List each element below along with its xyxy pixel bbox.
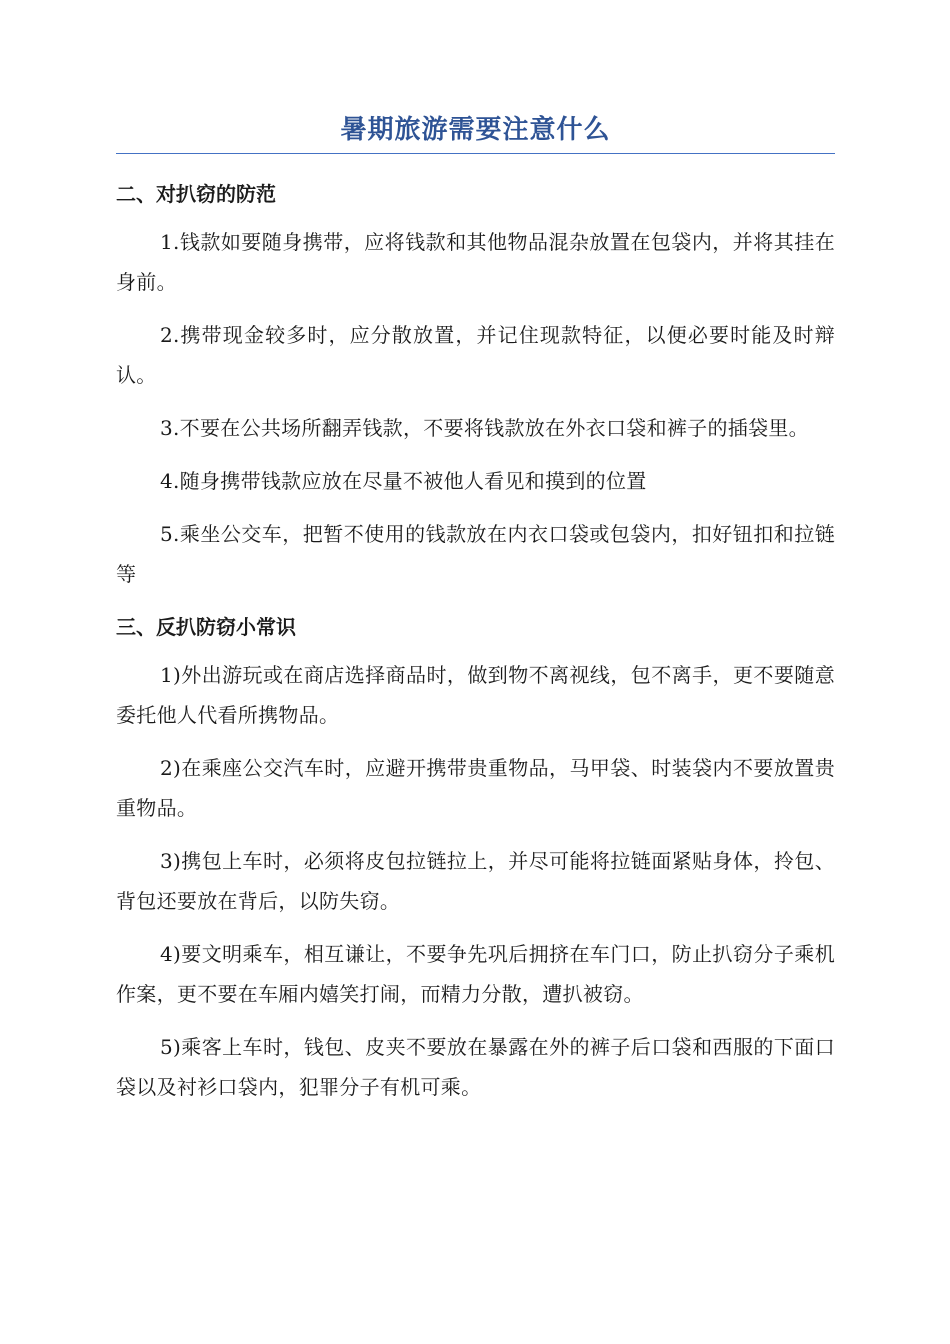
paragraph: 4.随身携带钱款应放在尽量不被他人看见和摸到的位置	[160, 469, 647, 493]
paragraph: 3.不要在公共场所翻弄钱款，不要将钱款放在外衣口袋和裤子的插袋里。	[160, 416, 809, 440]
paragraph: 5)乘客上车时，钱包、皮夹不要放在暴露在外的裤子后口袋和西服的下面口袋以及衬衫口袋内，犯罪分子有机可乘。	[116, 1035, 835, 1099]
paragraph: 1)外出游玩或在商店选择商品时，做到物不离视线，包不离手，更不要随意委托他人代看所携物品。	[116, 663, 835, 727]
document-title: 暑期旅游需要注意什么	[340, 115, 611, 145]
paragraph: 3)携包上车时，必须将皮包拉链拉上，并尽可能将拉链面紧贴身体，拎包、背包还要放在背后，以防失窃。	[116, 849, 835, 913]
section-pickpocket-prevention	[116, 174, 835, 594]
paragraph: 2)在乘座公交汽车时，应避开携带贵重物品，马甲袋、时装袋内不要放置贵重物品。	[116, 756, 835, 820]
section-anti-theft-tips	[116, 607, 835, 1107]
paragraph: 5.乘坐公交车，把暂不使用的钱款放在内衣口袋或包袋内，扣好钮扣和拉链等	[116, 522, 835, 586]
paragraph: 1.钱款如要随身携带，应将钱款和其他物品混杂放置在包袋内，并将其挂在身前。	[116, 230, 835, 294]
paragraph: 2.携带现金较多时，应分散放置，并记住现款特征，以便必要时能及时辩认。	[116, 323, 835, 387]
section-heading: 三、反扒防窃小常识	[116, 615, 296, 639]
document-page	[116, 110, 835, 1120]
paragraph: 4)要文明乘车，相互谦让，不要争先巩后拥挤在车门口，防止扒窃分子乘机作案，更不要在车厢内嬉笑打闹，而精力分散，遭扒被窃。	[116, 942, 835, 1006]
title-underline	[116, 153, 835, 154]
section-heading: 二、对扒窃的防范	[116, 182, 276, 206]
